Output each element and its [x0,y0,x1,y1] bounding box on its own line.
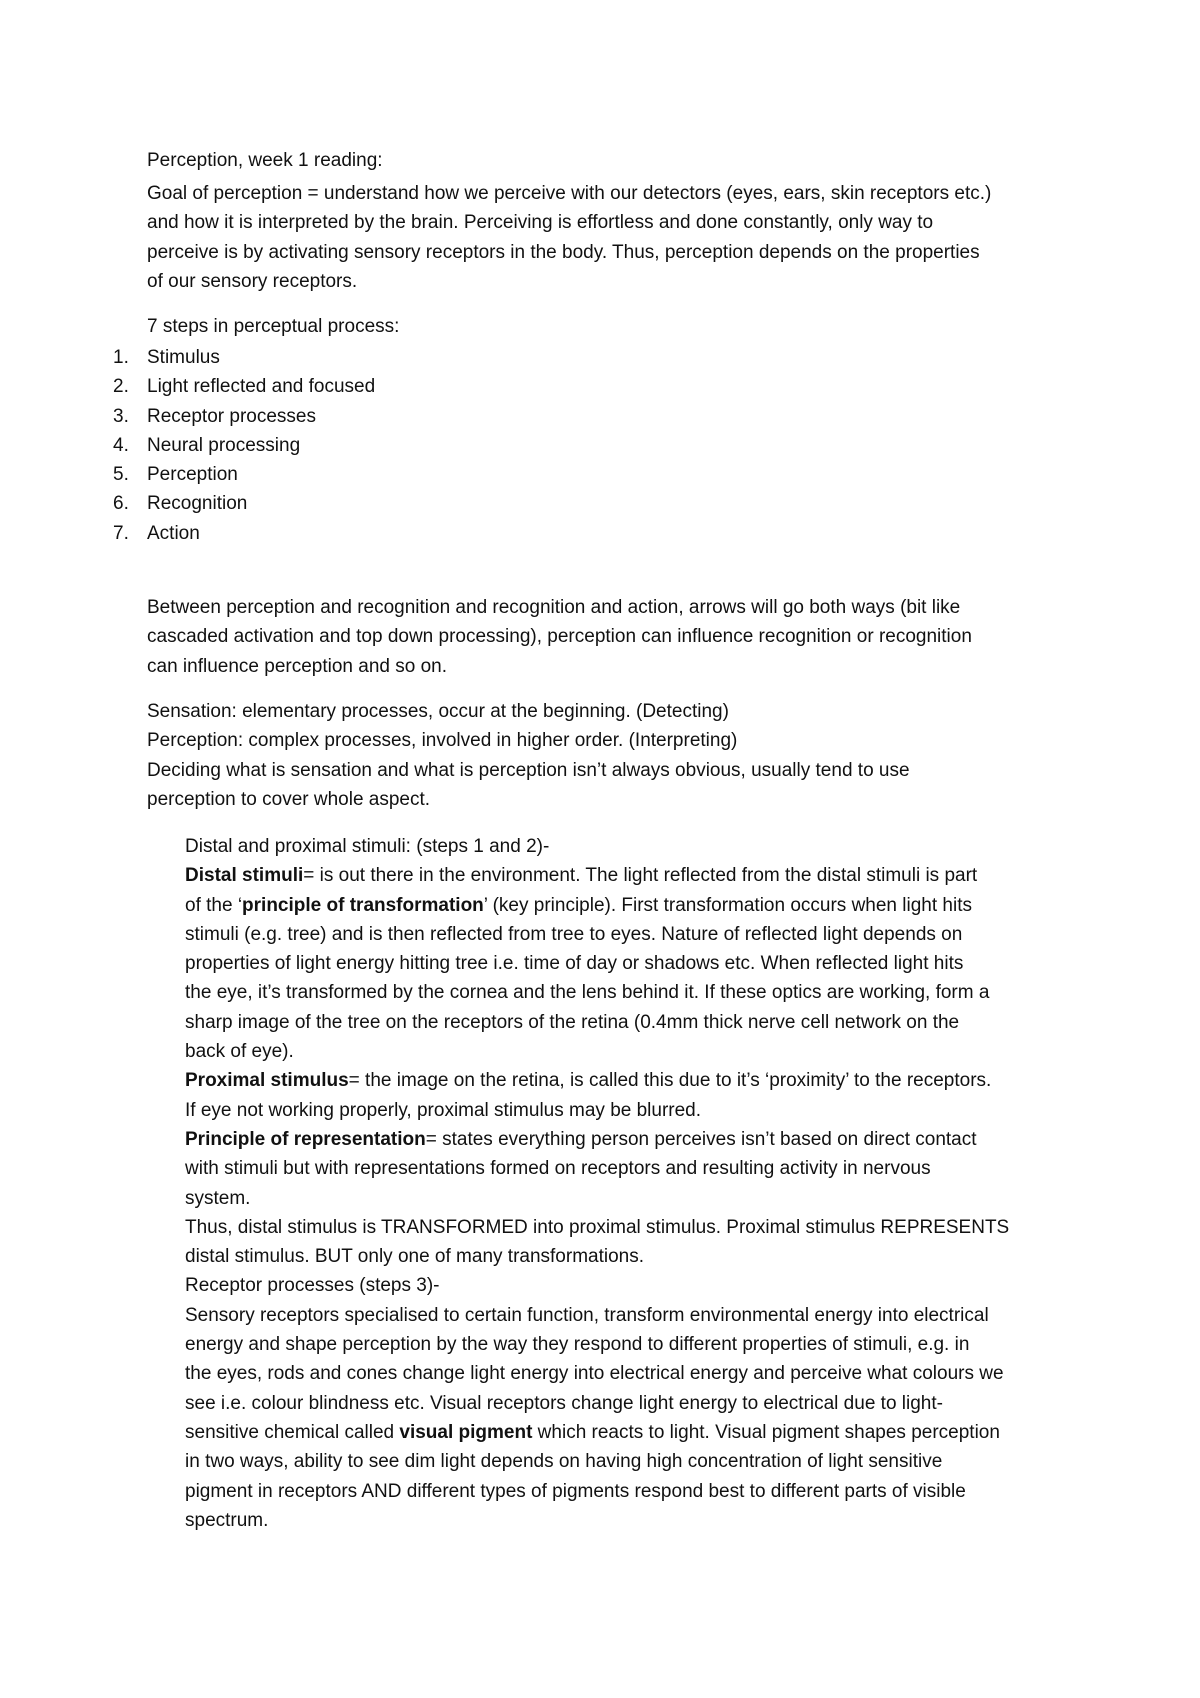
text-run: = the image on the retina, is called this due to it’s ‘proximity’ to the receptors. [348,1070,992,1092]
text-line: cascaded activation and top down processing), perception can influence recognition or recognition [147,626,972,648]
text-run: ’ (key principle). First transformation occurs when light hits [483,894,972,916]
list-item [113,489,1033,518]
text-line: energy and shape perception by the way they respond to different properties of stimuli, e.g. in [185,1334,970,1356]
text-line: Perception: complex processes, involved in higher order. (Interpreting) [147,730,738,752]
list-text: Neural processing [147,434,301,456]
text-line: with stimuli but with representations formed on receptors and resulting activity in nervous [185,1158,931,1180]
text-run: sensitive chemical called [185,1421,400,1443]
section-heading: Receptor processes (steps 3)- [185,1275,440,1297]
list-number: 4. [113,434,129,456]
between-paragraph [147,593,1067,681]
text-line: distal stimulus. BUT only one of many transformations. [185,1246,645,1268]
text-line: 7 steps in perceptual process: [147,316,400,337]
list-number: 3. [113,405,129,427]
text-line: spectrum. [185,1509,269,1531]
list-number: 7. [113,522,129,544]
list-number: 2. [113,376,129,398]
list-number: 6. [113,493,129,515]
term-principle-of-transformation: principle of transformation [242,894,484,916]
text-line: Sensation: elementary processes, occur at the beginning. (Detecting) [147,701,729,722]
text-run: = is out there in the environment. The light reflected from the distal stimuli is part [303,865,978,887]
list-item [113,431,1033,460]
list-text: Action [147,522,200,544]
list-text: Recognition [147,493,248,515]
text-line: Thus, distal stimulus is TRANSFORMED into proximal stimulus. Proximal stimulus REPRESENTS [185,1216,1010,1238]
list-number: 5. [113,464,129,486]
text-line [185,861,1065,890]
text-run: of the ‘ [185,894,243,916]
text-line: sharp image of the tree on the receptors of the retina (0.4mm thick nerve cell network on the [185,1011,960,1033]
list-text: Light reflected and focused [147,376,376,398]
section-heading: Distal and proximal stimuli: (steps 1 and 2)- [185,836,550,857]
text-line: Between perception and recognition and recognition and action, arrows will go both ways (bit like [147,597,961,618]
list-text: Receptor processes [147,405,316,427]
text-line: back of eye). [185,1041,294,1063]
text-run: = states everything person perceives isn’t based on direct contact [425,1128,977,1150]
text-line: system. [185,1187,251,1209]
list-item [113,372,1033,401]
list-number: 1. [113,347,129,368]
list-item [113,343,1033,372]
text-line: of our sensory receptors. [147,270,358,292]
text-line: and how it is interpreted by the brain. Perceiving is effortless and done constantly, only way to [147,212,934,234]
text-line: properties of light energy hitting tree i.e. time of day or shadows etc. When reflected light hits [185,953,964,975]
text-line: perception to cover whole aspect. [147,788,431,810]
list-item [113,519,1033,548]
steps-list [113,343,1033,548]
document-title [147,146,1067,175]
intro-paragraph [147,179,1067,296]
term-visual-pigment: visual pigment [399,1421,533,1443]
text-line: can influence perception and so on. [147,655,447,677]
term-proximal-stimulus: Proximal stimulus [185,1070,349,1092]
text-line: the eye, it’s transformed by the cornea and the lens behind it. If these optics are working, form a [185,982,990,1004]
text-line: in two ways, ability to see dim light depends on having high concentration of light sensitive [185,1451,943,1473]
text-line: stimuli (e.g. tree) and is then reflected from tree to eyes. Nature of reflected light depends on [185,923,963,945]
title-line: Perception, week 1 reading: [147,150,383,171]
list-text: Stimulus [147,347,220,368]
text-line [185,891,1065,920]
text-line: Goal of perception = understand how we perceive with our detectors (eyes, ears, skin receptors etc.) [147,183,992,204]
term-distal-stimuli: Distal stimuli [185,865,304,887]
text-line [185,1125,1065,1154]
text-line: If eye not working properly, proximal stimulus may be blurred. [185,1099,702,1121]
text-run: which reacts to light. Visual pigment shapes perception [532,1421,1000,1443]
distal-proximal-section [185,832,1065,1535]
steps-heading [147,312,1067,341]
list-item [113,402,1033,431]
term-principle-of-representation: Principle of representation [185,1128,426,1150]
list-item [113,460,1033,489]
text-line: Sensory receptors specialised to certain function, transform environmental energy into electrical [185,1304,989,1326]
text-line: pigment in receptors AND different types of pigments respond best to different parts of visible [185,1480,966,1502]
text-line: Deciding what is sensation and what is perception isn’t always obvious, usually tend to use [147,759,910,781]
text-line: see i.e. colour blindness etc. Visual receptors change light energy to electrical due to light- [185,1392,943,1414]
text-line: perceive is by activating sensory receptors in the body. Thus, perception depends on the properties [147,241,980,263]
text-line [185,1066,1065,1095]
text-line: the eyes, rods and cones change light energy into electrical energy and perceive what colours we [185,1363,1004,1385]
list-text: Perception [147,464,238,486]
sensation-paragraph [147,697,1067,814]
text-line [185,1418,1065,1447]
